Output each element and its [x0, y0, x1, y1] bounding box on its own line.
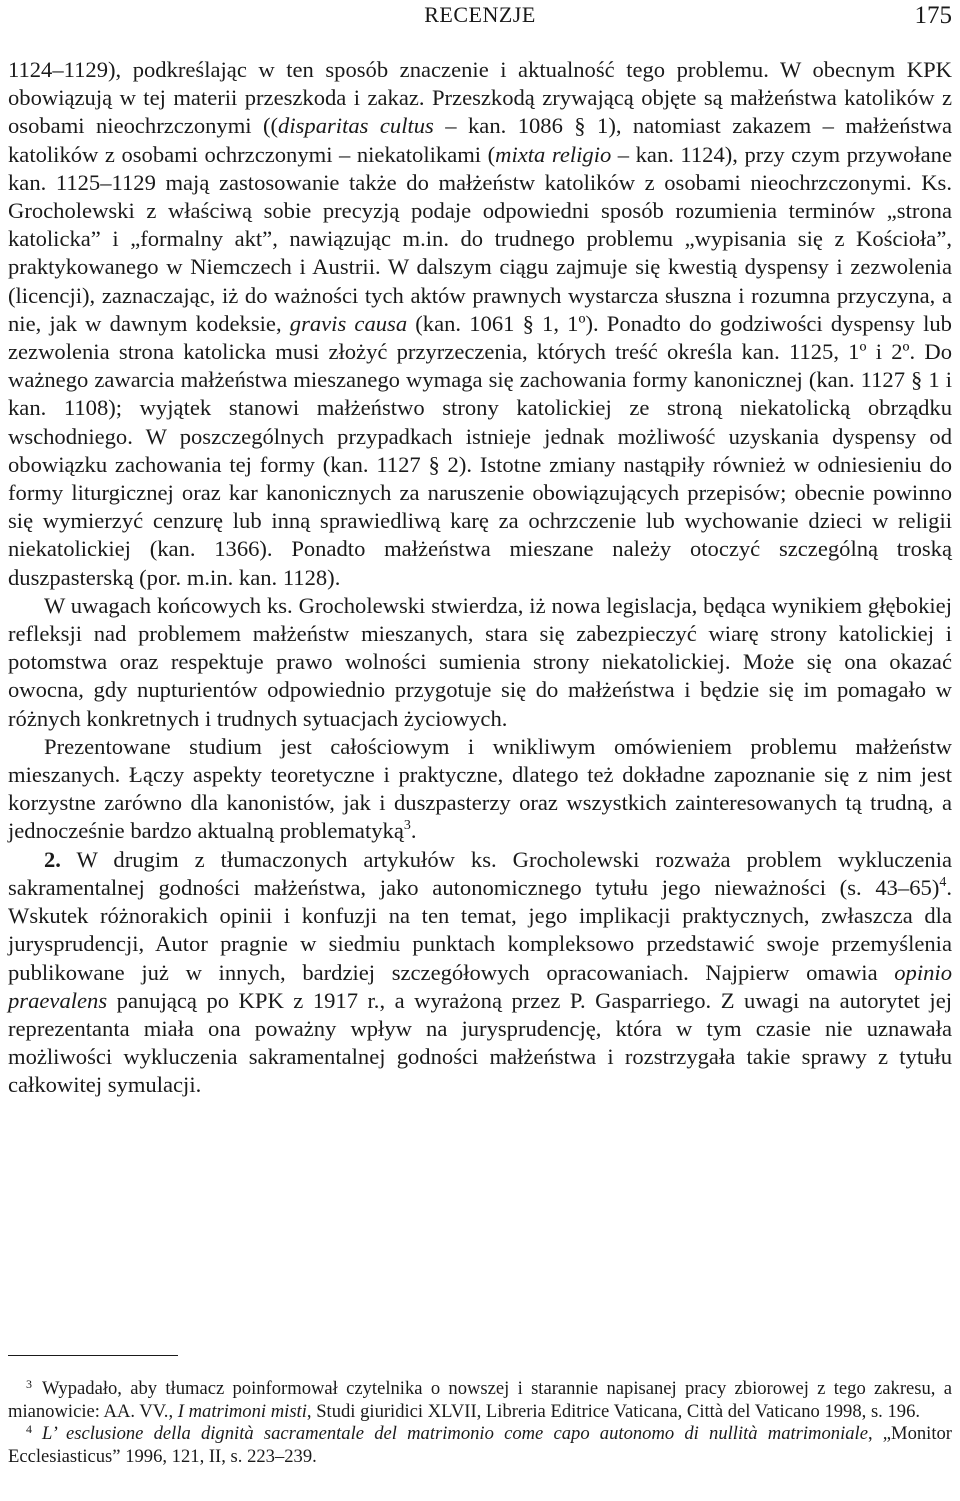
paragraph-1-italic-gravis: gravis causa — [289, 310, 408, 336]
footnote-ref-3[interactable]: 3 — [403, 818, 411, 834]
body-text — [8, 56, 952, 1100]
footnote-4-italic: L’ esclusione della dignità sacramentale del matrimonio come capo autonomo di nullità matrimoniale — [42, 1423, 868, 1444]
footnote-ref-4[interactable]: 4 — [939, 874, 947, 890]
footnote-3-italic: I matrimoni misti — [177, 1400, 307, 1422]
paragraph-4-text-b: . Wskutek różnorakich opinii i konfuzji na ten temat, jego implikacji praktycznych, zwłaszcza dla jurysprudencji, Autor pragnie w siedmiu punktach kompleksowo przedstawić swoje przemyślenia publikowane już w innych, bardziej szczegółowych opracowaniach. Najpierw omawia — [8, 874, 952, 985]
footnote-4-mark: 4 — [26, 1422, 32, 1436]
footnote-divider — [8, 1355, 178, 1356]
paragraph-1-italic-mixta: mixta religio — [495, 141, 612, 167]
running-head — [0, 0, 960, 38]
paragraph-1-italic-disparitas: disparitas cultus — [278, 113, 434, 139]
paragraph-3-end: . — [410, 818, 417, 844]
paragraph-1 — [8, 56, 952, 592]
footnote-3-text-b: , Studi giuridici XLVII, Libreria Editrice Vaticana, Città del Vaticano 1998, s. 196. — [306, 1400, 921, 1422]
footnote-3-text-a: Wypadało, aby tłumacz poinformował czytelnika o nowszej i starannie napisanej pracy zbiorowej z tego zakresu, a mianowicie: AA. VV., — [8, 1378, 952, 1422]
paragraph-3 — [8, 733, 952, 846]
paragraph-4 — [8, 846, 952, 1100]
footnote-4 — [8, 1423, 952, 1468]
page-number: 175 — [914, 2, 952, 29]
footnote-4-text: , „Monitor Ecclesiasticus” 1996, 121, II, s. 223–239. — [8, 1423, 953, 1467]
paragraph-1-text-b: – kan. 1086 § 1), natomiast zakazem – małżeństwa katolików z osobami ochrzczonymi – niekatolikami ( — [8, 113, 953, 167]
paragraph-1-text-a: 1124–1129), podkreślając w ten sposób znaczenie i aktualność tego problemu. W obecnym KPK obowiązują w tej materii przeszkoda i zakaz. Przeszkodą zrywającą objęte są małżeństwa katolików z osobami nieochrzczonymi (( — [8, 57, 952, 139]
footnotes — [8, 1378, 952, 1468]
paragraph-2: W uwagach końcowych ks. Grocholewski stwierdza, iż nowa legislacja, będąca wynikiem głębokiej refleksji nad problemem małżeństw mieszanych, stara się zabezpieczyć wiarę strony katolickiej i potomstwa oraz respektuje prawo wolności sumienia strony niekatolickiej. Może się ona okazać owocna, gdy nupturientów odpowiednio przygotuje się do małżeństwa i będzie się im pomagało w różnych konkretnych i trudnych sytuacjach życiowych. — [8, 592, 952, 731]
footnote-3-mark: 3 — [26, 1377, 32, 1391]
footnote-3 — [8, 1378, 952, 1423]
paragraph-1-text-d: (kan. 1061 § 1, 1º). Ponadto do godziwości dyspensy lub zezwolenia strona katolicka musi złożyć przyrzeczenia, których treść określa kan. 1125, 1º i 2º. Do ważnego zawarcia małżeństwa mieszanego wymaga się zachowania formy kanonicznej (kan. 1127 § 1 i kan. 1108); wyjątek stanowi małżeństwo strony katolickiej ze stroną niekatolicką obrządku wschodniego. W poszczególnych przypadkach istnieje jednak możliwość uzyskania dyspensy od obowiązku zachowania tej formy (kan. 1127 § 2). Istotne zmiany nastąpiły również w odniesieniu do formy liturgicznej oraz kar kanonicznych za naruszenie obowiązujących przepisów; obecnie powinno się wymierzyć cenzurę lub inną sprawiedliwą karę za ochrzczenie lub wychowanie dzieci w religii niekatolickiej (kan. 1366). Ponadto małżeństwa mieszane należy otoczyć szczególną troską duszpasterską (por. m.in. kan. 1128). — [8, 310, 952, 590]
running-title: RECENZJE — [424, 2, 536, 27]
paragraph-4-text-a: W drugim z tłumaczonych artykułów ks. Grocholewski rozważa problem wykluczenia sakramentalnej godności małżeństwa, jako autonomicznego tytułu jego nieważności (s. 43–65) — [8, 846, 952, 900]
paragraph-3-text: Prezentowane studium jest całościowym i wnikliwym omówieniem problemu małżeństw mieszanych. Łączy aspekty teoretyczne i praktyczne, dlatego też dokładne zapoznanie się z nim jest korzystne zarówno dla kanonistów, jak i duszpasterzy oraz wszystkich zainteresowanych tą trudną, a jednocześnie bardzo aktualną problematyką — [8, 733, 952, 844]
paragraph-4-italic-opinio: opinio praevalens — [8, 959, 952, 1013]
paragraph-1-text-c: – kan. 1124), przy czym przywołane kan. 1125–1129 mają zastosowanie także do małżeństw katolików z osobami nieochrzczonymi. Ks. Grocholewski z właściwą sobie precyzją podaje odpowiedni sposób rozumienia terminów „strona katolicka” i „formalny akt”, nawiązując m.in. do trudnego problemu „wypisania się z Kościoła”, praktykowanego w Niemczech i Austrii. W dalszym ciągu zajmuje się kwestią dyspensy i zezwolenia (licencji), zaznaczając, iż do ważności tych aktów prawnych wystarcza słuszna i rozumna przyczyna, a nie, jak w dawnym kodeksie, — [8, 141, 952, 336]
section-number: 2. — [44, 846, 61, 872]
paragraph-4-text-c: panującą po KPK z 1917 r., a wyrażoną przez P. Gasparriego. Z uwagi na autorytet jej reprezentanta miała ona poważny wpływ na jurysprudencję, która w tym czasie nie uznawała możliwości wykluczenia sakramentalnej godności małżeństwa i rozstrzygała takie sprawy z tytułu całkowitej symulacji. — [8, 987, 952, 1098]
